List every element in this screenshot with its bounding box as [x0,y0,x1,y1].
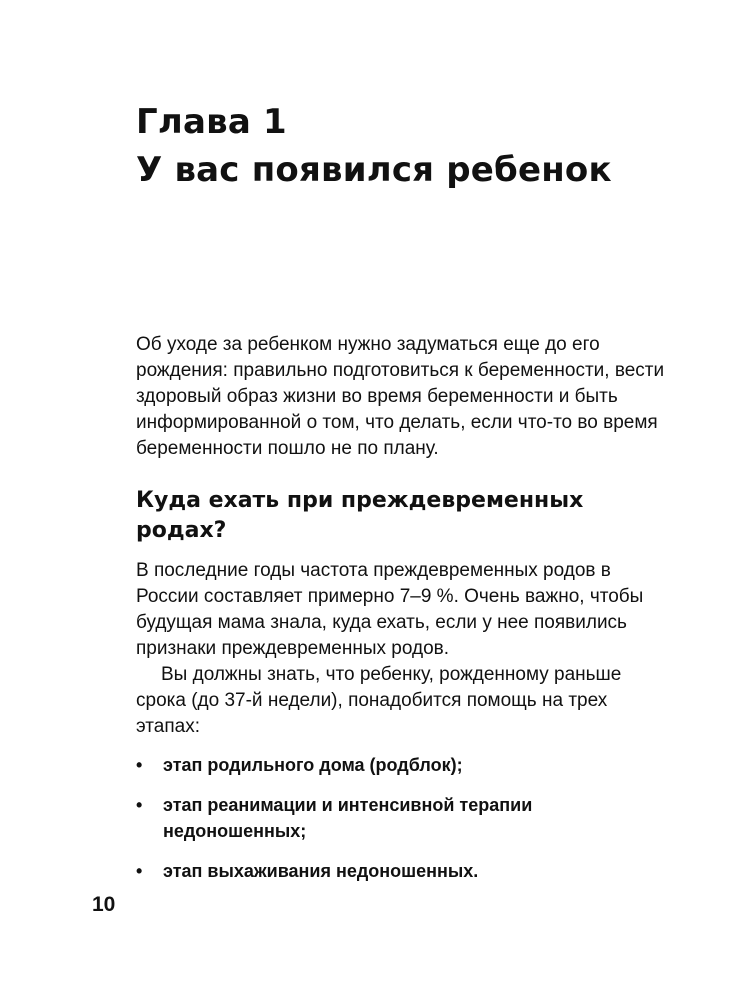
chapter-name: У вас появился ребенок [136,150,612,190]
list-item [136,752,656,778]
bullet-icon: • [136,795,143,815]
chapter-title [136,98,696,194]
stage-text: этап выхаживания недоношенных. [163,861,479,881]
bullet-icon: • [136,861,143,881]
section-heading: Куда ехать при преждевременных родах? [136,488,584,543]
chapter-label: Глава 1 [136,102,287,142]
section-body [136,558,676,740]
section-paragraph: В последние годы частота преждевременных родов в России составляет примерно 7–9 %. Очень важно, чтобы будущая мама знала, куда ехать, если у нее появились признаки преждевременных родов. [136,560,644,659]
stage-text: этап реанимации и интенсивной терапии недоношенных; [163,795,533,841]
list-item [136,792,656,844]
section-paragraph: Вы должны знать, что ребенку, рожденному раньше срока (до 37-й недели), понадобится помощь на трех этапах: [136,664,622,737]
page-number: 10 [92,893,116,916]
stages-list [136,752,656,898]
intro-paragraph: Об уходе за ребенком нужно задуматься еще до его рождения: правильно подготовиться к беременности, вести здоровый образ жизни во время беременности и быть информированной о том, что делать, если что-то во время беременности пошло не по плану. [136,334,665,459]
list-item [136,858,656,884]
stage-text: этап родильного дома (родблок); [163,755,463,775]
bullet-icon: • [136,755,143,775]
